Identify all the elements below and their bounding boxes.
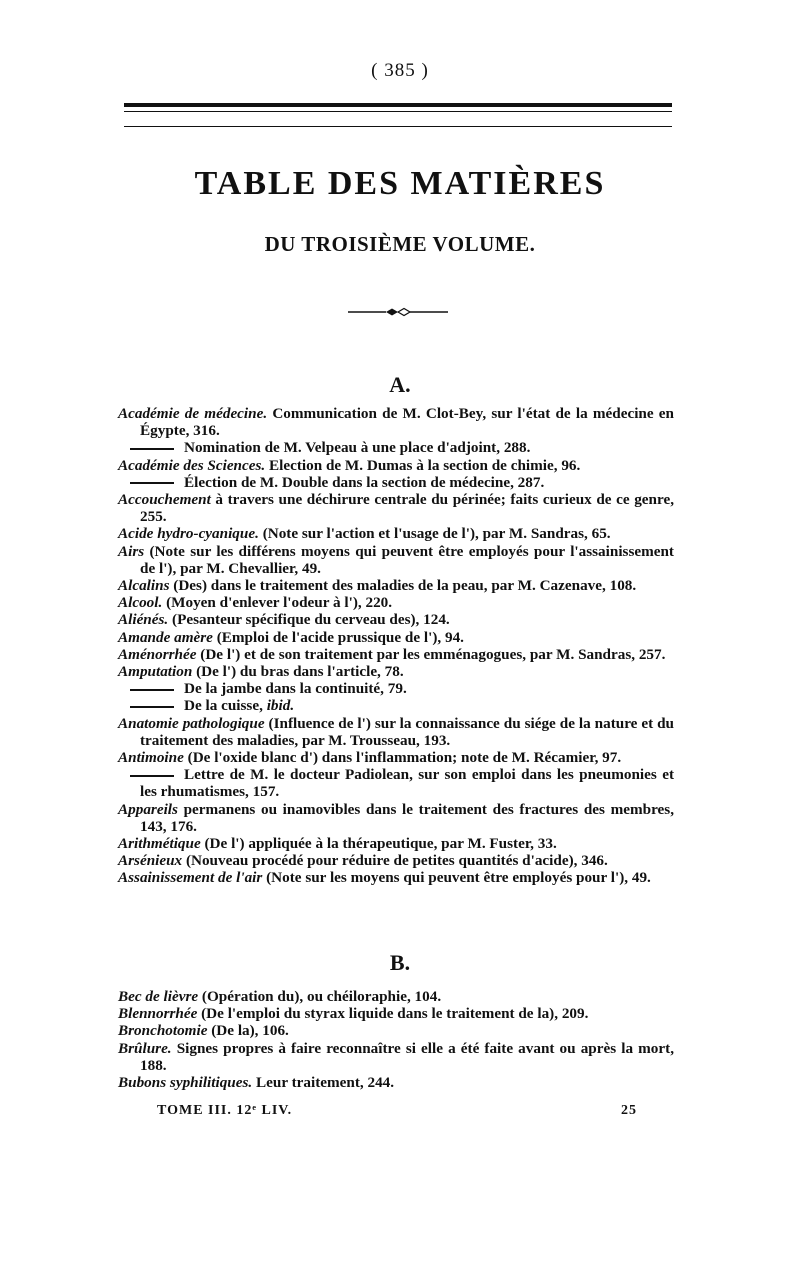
entry-heading: Antimoine (118, 749, 184, 767)
index-entry (118, 1074, 674, 1091)
entry-text: Communication de M. Clot-Bey, sur l'état de la médecine en Égypte, 316. (140, 405, 674, 440)
index-entry (118, 680, 674, 697)
index-entry (118, 697, 674, 714)
index-entry (118, 457, 674, 474)
index-entry (118, 1005, 674, 1022)
entry-text: (Opération du), ou chéiloraphie, 104. (198, 988, 442, 1005)
entry-heading: Anatomie pathologique (118, 714, 265, 732)
index-entry (118, 852, 674, 869)
index-entry (118, 801, 674, 835)
entry-text: Leur traitement, 244. (252, 1074, 395, 1092)
entry-heading: Airs (118, 542, 145, 560)
page-number: ( 385 ) (371, 60, 429, 81)
index-entry (118, 663, 674, 680)
volume-signature: TOME III. 12ᵉ LIV. (157, 1103, 293, 1118)
entry-heading: Aménorrhée (118, 645, 197, 663)
index-entry (118, 611, 674, 628)
index-entry (118, 1040, 674, 1074)
entry-heading: Accouchement (118, 491, 211, 509)
entry-heading: Alcalins (118, 577, 170, 595)
entry-text: (Pesanteur spécifique du cerveau des), 124. (168, 611, 450, 629)
entry-heading: Amande amère (118, 628, 213, 646)
entry-text: (Note sur l'action et l'usage de l'), par M. Sandras, 65. (258, 525, 611, 543)
ditto-dash (130, 706, 174, 708)
section-letter-a: A. (389, 372, 411, 397)
entry-heading: Appareils (118, 800, 178, 818)
index-entry (118, 405, 674, 439)
entry-heading: Assainissement de l'air (118, 869, 263, 887)
index-entry (118, 474, 674, 491)
entry-heading: Amputation (118, 663, 193, 681)
entry-text: à travers une déchirure centrale du périnée; faits curieux de ce genre, 255. (140, 491, 674, 526)
index-entry (118, 715, 674, 749)
header-rule-thick (124, 103, 672, 107)
ditto-dash (130, 775, 174, 777)
entry-text: Election de M. Dumas à la section de chimie, 96. (265, 456, 581, 474)
index-entry (118, 525, 674, 542)
page-subtitle: DU TROISIÈME VOLUME. (264, 232, 536, 256)
index-entry (118, 577, 674, 594)
ditto-dash (130, 448, 174, 450)
header-rule-thin (124, 111, 672, 112)
index-entry (118, 869, 674, 886)
entry-text: De la cuisse, (184, 697, 267, 715)
entry-heading: Bubons syphilitiques. (118, 1074, 253, 1092)
index-entry (118, 491, 674, 525)
entry-text: (Nouveau procédé pour réduire de petites quantités d'acide), 346. (182, 852, 608, 870)
section-b-entries (118, 988, 674, 1091)
index-entry (118, 594, 674, 611)
entry-heading: Brûlure. (118, 1039, 172, 1057)
index-entry (118, 1022, 674, 1039)
index-entry (118, 766, 674, 800)
index-entry (118, 988, 674, 1005)
entry-text: De la jambe dans la continuité, 79. (184, 680, 407, 698)
index-entry (118, 439, 674, 456)
entry-text: (Des) dans le traitement des maladies de la peau, par M. Cazenave, 108. (169, 577, 637, 595)
entry-text: (Note sur les moyens qui peuvent être employés pour l'), 49. (262, 869, 651, 887)
entry-heading: Aliénés. (118, 611, 169, 629)
page-title: TABLE DES MATIÈRES (194, 165, 606, 202)
index-entry (118, 629, 674, 646)
entry-text: Élection de M. Double dans la section de médecine, 287. (184, 473, 545, 491)
entry-heading: Arsénieux (118, 852, 183, 870)
entry-heading: Bronchotomie (118, 1022, 208, 1040)
entry-text: Nomination de M. Velpeau à une place d'adjoint, 288. (184, 439, 531, 457)
entry-heading: Acide hydro-cyanique. (118, 525, 259, 543)
entry-heading: Arithmétique (118, 835, 201, 853)
entry-text: (Note sur les différens moyens qui peuvent être employés pour l'assainissement de l'), par M. Chevallier, 49. (140, 542, 674, 577)
entry-text: (De l'emploi du styrax liquide dans le traitement de la), 209. (197, 1005, 589, 1023)
entry-heading: Blennorrhée (118, 1005, 198, 1023)
entry-text: (De l'oxide blanc d') dans l'inflammation; note de M. Récamier, 97. (183, 749, 622, 767)
sheet-number: 25 (621, 1103, 637, 1118)
ditto-dash (130, 482, 174, 484)
entry-text: (De l') du bras dans l'article, 78. (192, 663, 404, 681)
entry-text: (De l') et de son traitement par les emménagogues, par M. Sandras, 257. (196, 645, 666, 663)
entry-text: (De l') appliquée à la thérapeutique, par M. Fuster, 33. (200, 835, 557, 853)
entry-text: Signes propres à faire reconnaître si elle a été faite avant ou après la mort, 188. (140, 1039, 674, 1074)
index-entry (118, 749, 674, 766)
section-a-entries (118, 405, 674, 887)
index-entry (118, 835, 674, 852)
ornament-divider-icon (348, 307, 448, 317)
ditto-dash (130, 689, 174, 691)
entry-text: Lettre de M. le docteur Padiolean, sur son emploi dans les pneumonies et les rhumatismes, 157. (140, 766, 674, 801)
header-rule-thin-lower (124, 126, 672, 127)
entry-text: (De la), 106. (207, 1022, 289, 1040)
entry-heading: Académie de médecine. (118, 405, 268, 422)
entry-text: (Emploi de l'acide prussique de l'), 94. (212, 628, 464, 646)
section-letter-b: B. (389, 950, 411, 975)
entry-text: permanens ou inamovibles dans le traitement des fractures des membres, 143, 176. (140, 800, 674, 835)
entry-tail: ibid. (266, 697, 295, 715)
index-entry (118, 543, 674, 577)
index-entry (118, 646, 674, 663)
entry-heading: Alcool. (118, 594, 163, 612)
entry-heading: Bec de lièvre (118, 988, 199, 1005)
entry-heading: Académie des Sciences. (118, 456, 266, 474)
entry-text: (Moyen d'enlever l'odeur à l'), 220. (162, 594, 393, 612)
entry-text: (Influence de l') sur la connaissance du siége de la nature et du traitement des maladies, par M. Trousseau, 193. (140, 714, 674, 749)
